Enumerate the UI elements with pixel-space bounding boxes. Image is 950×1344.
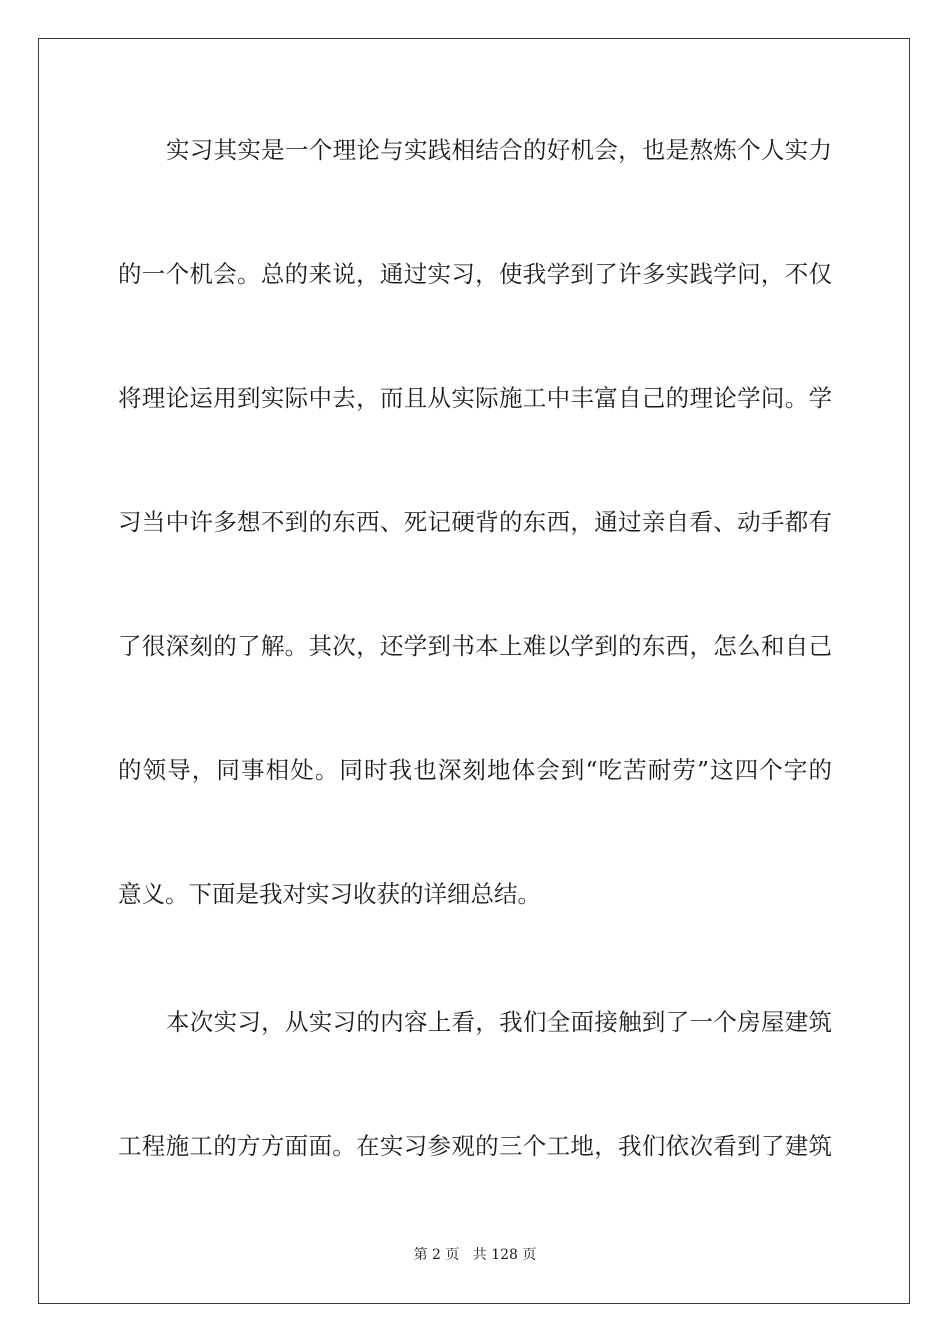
paragraph-1-line-7: 意义。下面是我对实习收获的详细总结。 <box>118 880 541 908</box>
paragraph-2-line-2: 工程施工的方方面面。在实习参观的三个工地，我们依次看到了建筑 <box>118 1132 832 1160</box>
paragraph-1-line-2: 的一个机会。总的来说，通过实习，使我学到了许多实践学问，不仅 <box>118 260 832 288</box>
page-border <box>38 38 910 1304</box>
page-number-footer: 第 2 页 共 128 页 <box>413 1247 537 1263</box>
paragraph-1-line-5: 了很深刻的了解。其次，还学到书本上难以学到的东西，怎么和自己 <box>118 632 832 660</box>
paragraph-1-line-6: 的领导，同事相处。同时我也深刻地体会到“吃苦耐劳”这四个字的 <box>118 756 832 784</box>
paragraph-1-line-3: 将理论运用到实际中去，而且从实际施工中丰富自己的理论学问。学 <box>118 384 832 412</box>
paragraph-1-line-1: 实习其实是一个理论与实践相结合的好机会，也是熬炼个人实力 <box>166 136 832 164</box>
paragraph-2-line-1: 本次实习，从实习的内容上看，我们全面接触到了一个房屋建筑 <box>166 1008 832 1036</box>
paragraph-1-line-4: 习当中许多想不到的东西、死记硬背的东西，通过亲自看、动手都有 <box>118 508 832 536</box>
